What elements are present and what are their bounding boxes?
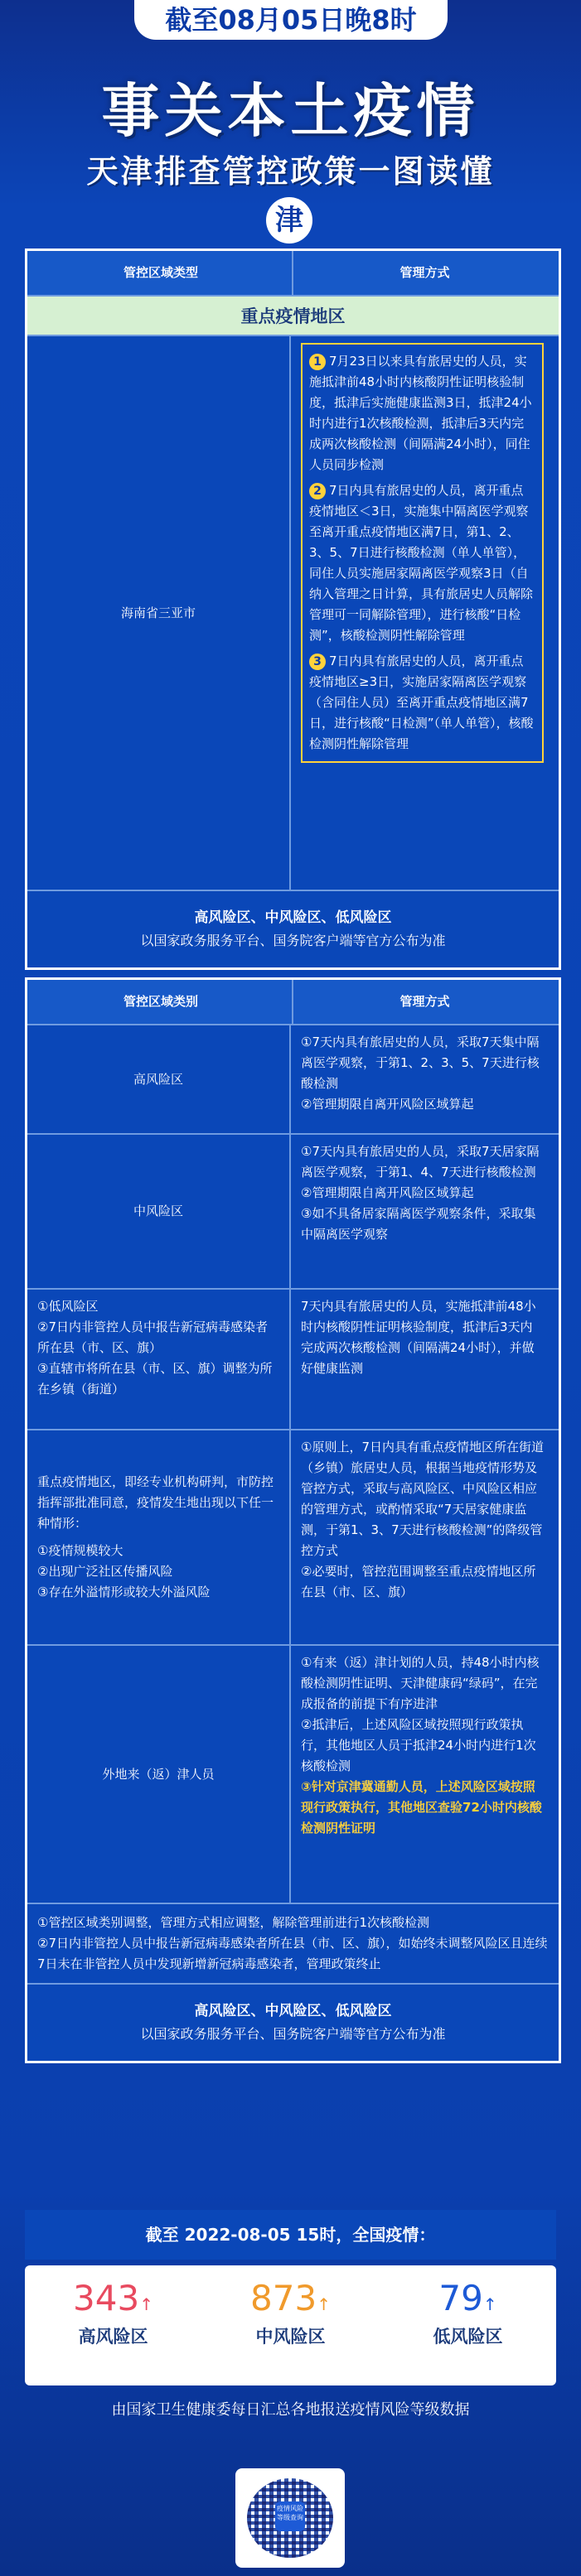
col-header-management: 管理方式 — [399, 994, 450, 1009]
footer-title: 高风险区、中风险区、低风险区 — [194, 909, 392, 926]
number-badge: 3 — [309, 654, 326, 670]
rule-text: ①有来（返）津计划的人员，持48小时内核酸检测阴性证明、天津健康码“绿码”，在完成报备的前提下有序进津 — [301, 1655, 540, 1711]
table-header — [27, 251, 559, 297]
management-rules — [291, 336, 554, 890]
date-banner: 截至08月05日晚8时 — [134, 0, 448, 40]
management-cell — [291, 1646, 554, 1903]
area-text: 重点疫情地区，即经专业机构研判，市防控指挥部批准同意，疫情发生地出现以下任一种情形： — [37, 1474, 274, 1531]
rule-text: ②管理期限自离开风险区域算起 — [301, 1185, 474, 1200]
stat-high-risk — [25, 2278, 201, 2348]
table-row — [27, 1025, 559, 1135]
table-header — [27, 980, 559, 1025]
area-medium-risk: 中风险区 — [27, 1135, 291, 1288]
footer-note: 以国家政务服务平台、国务院客户端等官方公布为准 — [140, 2026, 446, 2042]
stat-low-risk — [380, 2278, 556, 2348]
arrow-up-icon: ↑ — [139, 2294, 153, 2314]
stat-label: 高风险区 — [78, 2327, 148, 2347]
management-cell — [291, 1430, 554, 1644]
rule-text: 7日内具有旅居史的人员，离开重点疫情地区≥3日，实施居家隔离医学观察（含同住人员）至离开重点疫情地区满7日，进行核酸“日检测”（单人单管），核酸检测阴性解除管理 — [309, 654, 534, 751]
stat-label: 低风险区 — [433, 2327, 503, 2347]
rule-text: 7天内具有旅居史的人员，实施抵津前48小时内核酸阴性证明核验制度，抵津后3天内完成两次核酸检测（间隔满24小时），并做好健康监测 — [301, 1299, 536, 1376]
area-text: ①疫情规模较大 — [37, 1543, 123, 1558]
page-title: 事关本土疫情 — [101, 77, 480, 145]
section-key-epidemic: 重点疫情地区 — [27, 297, 559, 336]
rule-text: 7月23日以来具有旅居史的人员，实施抵津前48小时内核酸阴性证明核验制度，抵津后实施健康监测3日，抵津24小时内进行1次核酸检测，抵津后3天内完成两次核酸检测（间隔满24小时），同住人员同步检测 — [309, 354, 532, 472]
table-row — [27, 1290, 559, 1430]
notes — [27, 1904, 559, 1985]
source-note: 由国家卫生健康委每日汇总各地报送疫情风险等级数据 — [111, 2401, 470, 2419]
table-footer — [27, 891, 559, 967]
page-subtitle: 天津排查管控政策一图读懂 — [86, 153, 495, 190]
region-name: 海南省三亚市 — [27, 336, 291, 890]
management-cell — [291, 1025, 554, 1133]
footer-note: 以国家政务服务平台、国务院客户端等官方公布为准 — [140, 933, 446, 948]
footer-title: 高风险区、中风险区、低风险区 — [194, 2003, 392, 2019]
area-text: ①低风险区 — [37, 1299, 99, 1314]
table-row — [27, 1646, 559, 1904]
rule-text: ②必要时，管控范围调整至重点疫情地区所在县（市、区、旗） — [301, 1564, 536, 1599]
table-row — [27, 1135, 559, 1290]
number-badge: 1 — [309, 354, 326, 370]
qr-code[interactable] — [235, 2468, 345, 2568]
rule-box — [301, 343, 544, 763]
qr-center-label: 疫情风险 等级查询 — [275, 2501, 305, 2531]
area-high-risk: 高风险区 — [27, 1025, 291, 1133]
arrow-up-icon: ↑ — [482, 2294, 497, 2314]
management-cell — [291, 1290, 554, 1429]
table-row — [27, 1430, 559, 1646]
area-low-risk — [27, 1290, 291, 1429]
rule-text: ③如不具备居家隔离医学观察条件，采取集中隔离医学观察 — [301, 1206, 536, 1242]
area-key-epidemic — [27, 1430, 291, 1644]
area-text: ②出现广泛社区传播风险 — [37, 1564, 173, 1579]
number-badge: 2 — [309, 483, 326, 499]
stat-label: 中风险区 — [255, 2327, 326, 2347]
area-text: ②7日内非管控人员中报告新冠病毒感染者所在县（市、区、旗） — [37, 1319, 268, 1355]
col-header-management: 管理方式 — [399, 265, 450, 280]
rule-text: ①7天内具有旅居史的人员，采取7天居家隔离医学观察，于第1、4、7天进行核酸检测 — [301, 1144, 540, 1179]
rule-text: ①原则上，7日内具有重点疫情地区所在街道（乡镇）旅居史人员，根据当地疫情形势及管控方式，采取与高风险区、中风险区相应的管理方式，或酌情采取“7天居家健康监测，于第1、3、7天进行核酸检测”的降级管控方式 — [301, 1440, 544, 1558]
stat-value: 343 — [73, 2278, 140, 2318]
note-text: ①管控区域类别调整，管理方式相应调整，解除管理前进行1次核酸检测 — [37, 1915, 429, 1930]
col-header-area-category: 管控区域类别 — [30, 980, 293, 1024]
col-header-region-type: 管控区域类型 — [30, 251, 293, 295]
stat-medium-risk — [202, 2278, 379, 2348]
arrow-up-icon: ↑ — [317, 2294, 331, 2314]
note-text: ②7日内非管控人员中报告新冠病毒感染者所在县（市、区、旗），如始终未调整风险区且连续7日未在非管控人员中发现新增新冠病毒感染者，管理政策终止 — [37, 1936, 548, 1971]
rule-text: ①7天内具有旅居史的人员，采取7天集中隔离医学观察，于第1、2、3、5、7天进行核酸检测 — [301, 1035, 540, 1091]
rule-text: 7日内具有旅居史的人员，离开重点疫情地区＜3日，实施集中隔离医学观察至离开重点疫情地区满7日，第1、2、3、5、7日进行核酸检测（单人单管），同住人员实施居家隔离医学观察3日（自纳入管理之日计算，具有旅居史人员解除管理可一同解除管理），进行核酸“日检测”，核酸检测阴性解除管理 — [309, 483, 534, 643]
stat-value: 79 — [438, 2278, 483, 2318]
rule-text: ②管理期限自离开风险区域算起 — [301, 1097, 474, 1112]
management-cell — [291, 1135, 554, 1288]
table-row — [27, 336, 559, 891]
rule-text-highlight: ③针对京津冀通勤人员，上述风险区域按照现行政策执行，其他地区查验72小时内核酸检测阴性证明 — [301, 1779, 542, 1836]
table-footer — [27, 1985, 559, 2061]
stats-header: 截至 2022-08-05 15时，全国疫情： — [25, 2210, 556, 2260]
rule-text: ②抵津后，上述风险区域按照现行政策执行，其他地区人员于抵津24小时内进行1次核酸检测 — [301, 1717, 536, 1773]
table-key-epidemic — [25, 248, 561, 970]
area-text: ③存在外溢情形或较大外溢风险 — [37, 1585, 211, 1599]
tianjin-logo-icon: 津 — [266, 197, 312, 244]
stats-panel — [25, 2265, 556, 2385]
area-incoming: 外地来（返）津人员 — [27, 1646, 291, 1903]
area-text: ③直辖市将所在县（市、区、旗）调整为所在乡镇（街道） — [37, 1361, 273, 1397]
stat-value: 873 — [250, 2278, 317, 2318]
table-risk-areas — [25, 977, 561, 2063]
